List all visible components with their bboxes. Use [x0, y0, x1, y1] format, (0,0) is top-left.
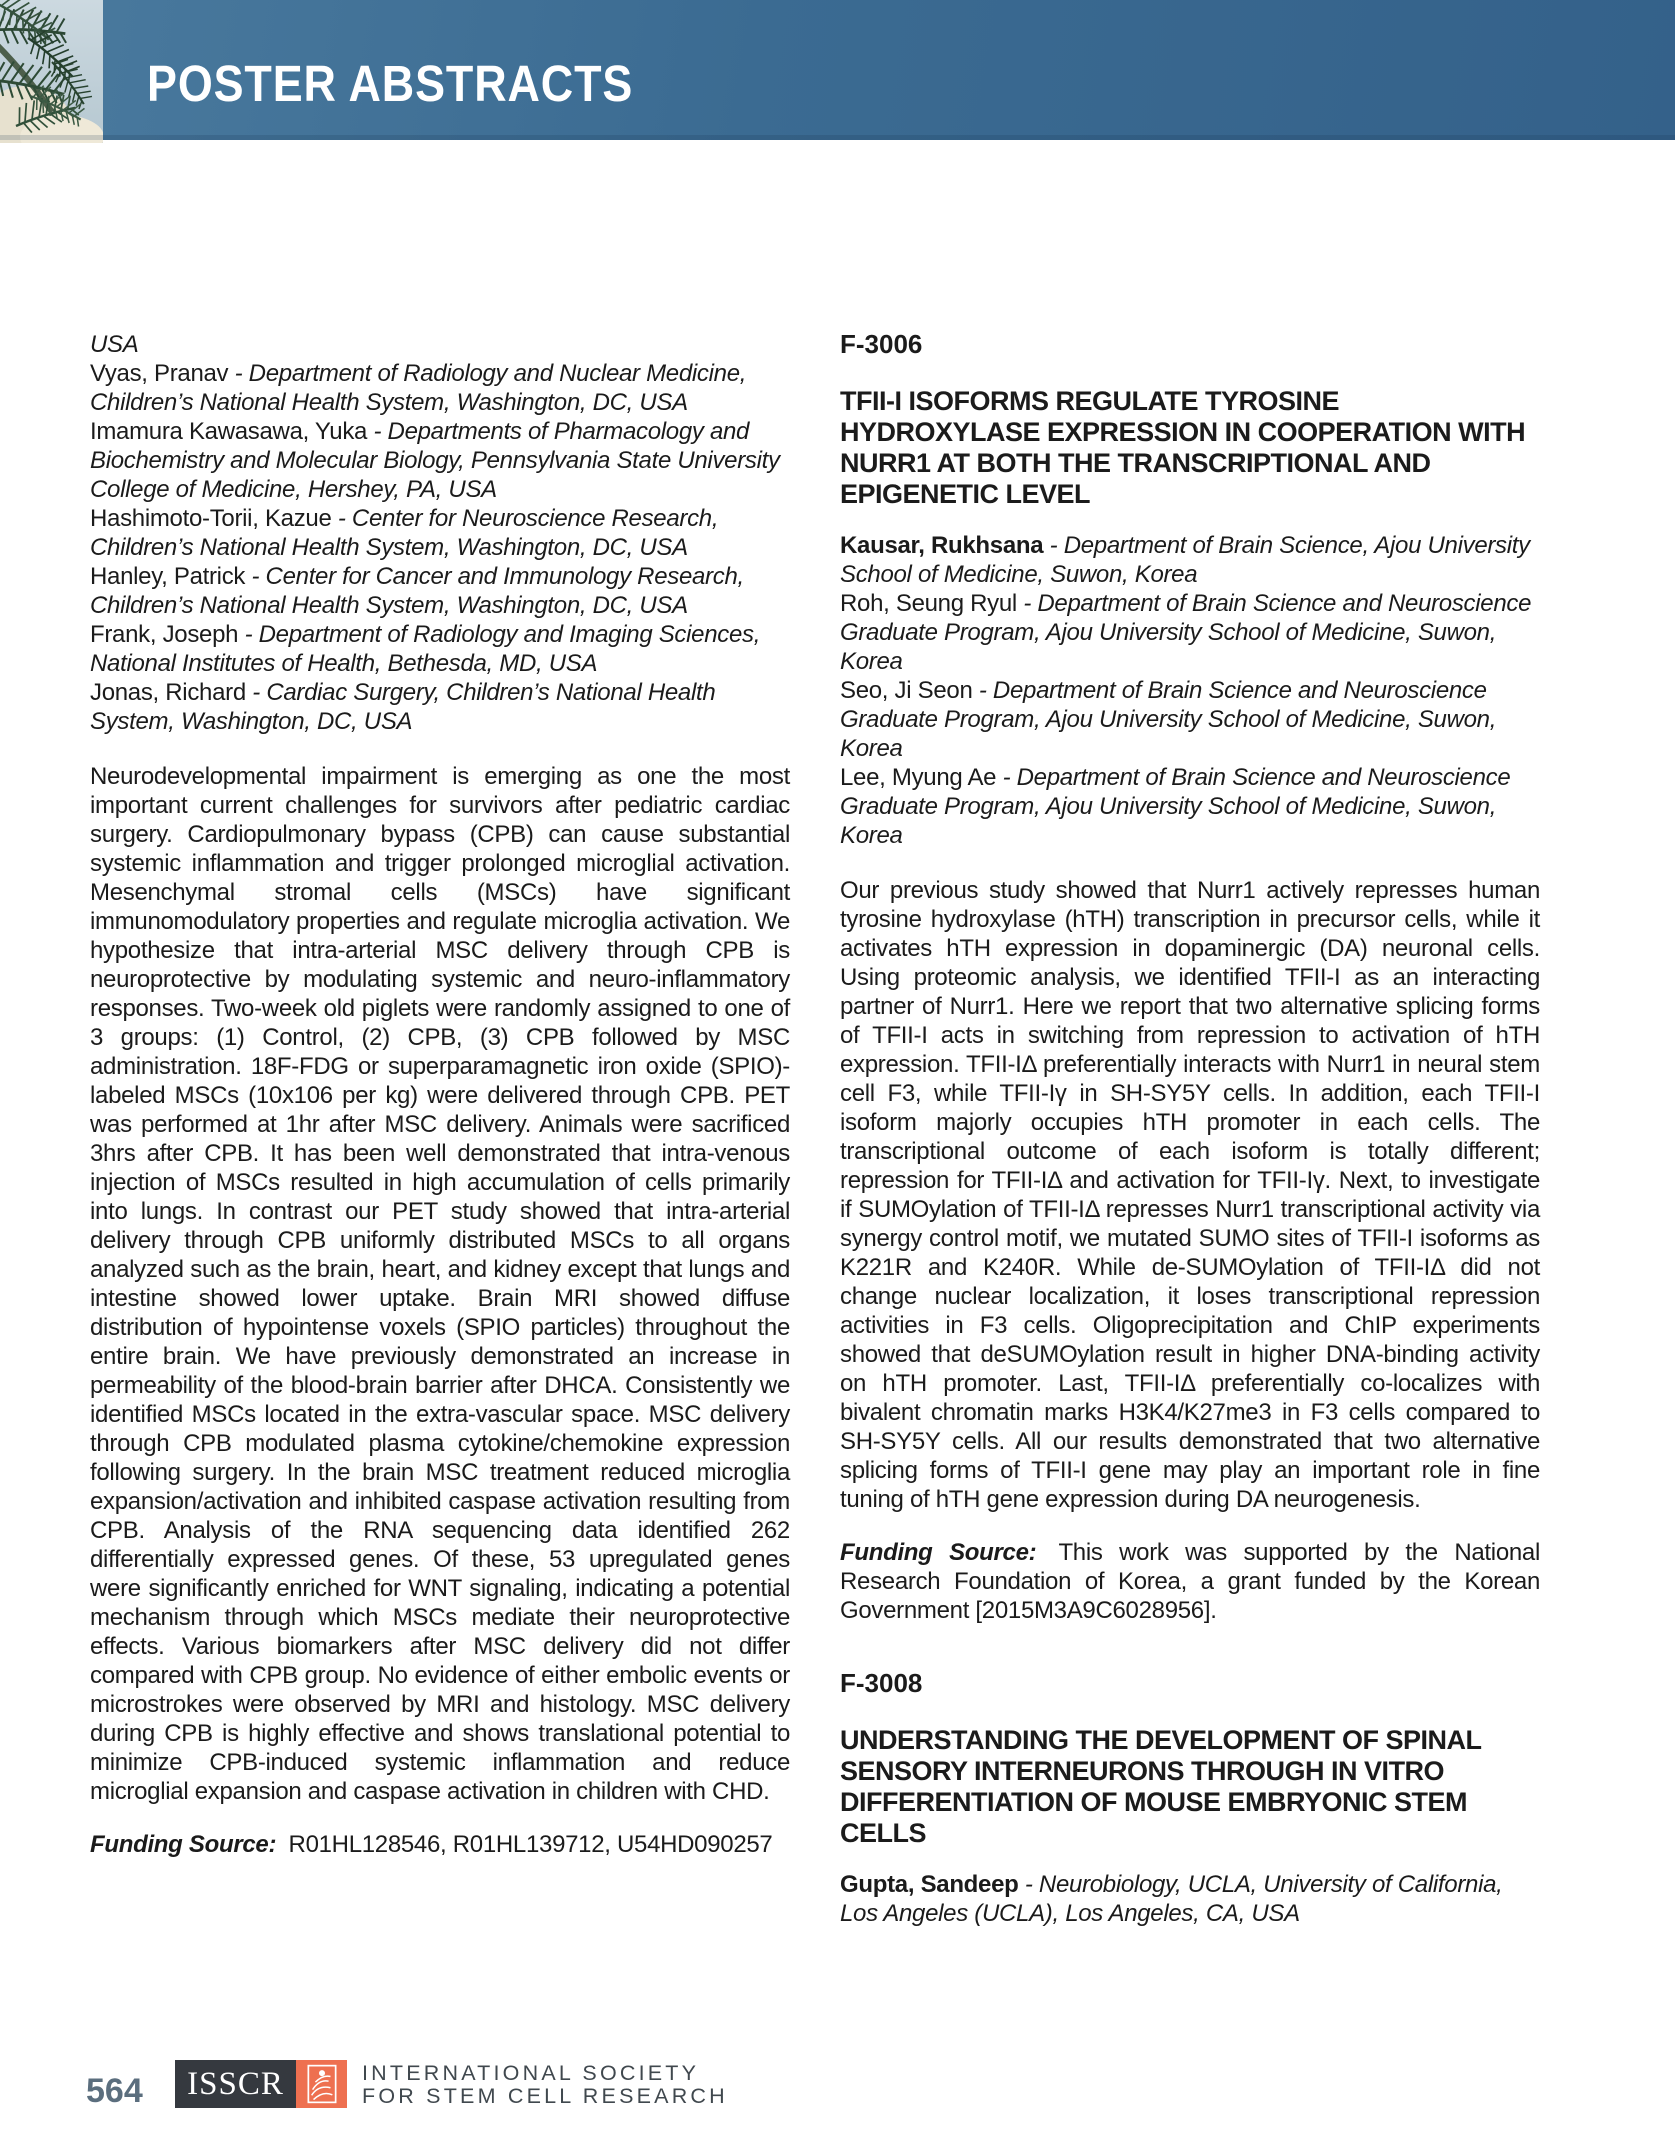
author-name: Jonas, Richard — [90, 679, 246, 706]
author-affiliation: - Department of Brain Science and Neuroscience Graduate Program, Ajou University School of Medicine, Suwon, Korea — [840, 590, 1532, 675]
funding-label: Funding Source: — [90, 1831, 277, 1858]
isscr-logo — [175, 2060, 347, 2108]
author-list — [840, 1870, 1540, 1928]
author-name: Lee, Myung Ae — [840, 764, 997, 791]
author-name: Hanley, Patrick — [90, 563, 246, 590]
author-name: Roh, Seung Ryul — [840, 590, 1017, 617]
abstract-body: Our previous study showed that Nurr1 actively represses human tyrosine hydroxylase (hTH) transcription in precursor cells, while it activates hTH expression in dopaminergic (DA) neuronal cells. Using proteomic analysis, we identified TFII-I as an interacting partner of Nurr1. Here we report that two alternative splicing forms of TFII-I acts in switching from repression to activation of hTH expression. TFII-IΔ preferentially interacts with Nurr1 in neural stem cell F3, while TFII-Iγ in SH-SY5Y cells. In addition, each TFII-I isoform majorly occupies hTH promoter in each cells. The transcriptional outcome of each isoform is totally different; repression for TFII-IΔ and activation for TFII-Iγ. Next, to investigate if SUMOylation of TFII-IΔ represses Nurr1 transcriptional activity via synergy control motif, we mutated SUMO sites of TFII-I isoforms as K221R and K240R. While de-SUMOylation of TFII-IΔ did not change nuclear localization, it loses transcriptional repression activities in F3 cells. Oligoprecipitation and ChIP experiments showed that deSUMOylation result in higher DNA-binding activity on hTH promoter. Last, TFII-IΔ preferentially co-localizes with bivalent chromatin marks H3K4/K27me3 in F3 cells compared to SH-SY5Y cells. All our results demonstrated that two alternative splicing forms of TFII-I gene may play an important role in fine tuning of hTH gene expression during DA neurogenesis. — [840, 877, 1540, 1513]
continued-affiliation: USA — [90, 331, 139, 358]
author-affiliation: - Departments of Pharmacology and Biochemistry and Molecular Biology, Pennsylvania State University College of Medicine, Hershey, PA, USA — [90, 418, 780, 503]
author-entry — [90, 562, 790, 620]
author-entry — [840, 763, 1540, 850]
funding-label: Funding Source: — [840, 1539, 1037, 1566]
organization-line1: INTERNATIONAL SOCIETY — [362, 2061, 700, 2085]
abstract-id: F-3006 — [840, 329, 923, 359]
right-column — [840, 330, 1540, 1954]
author-entry — [840, 1870, 1540, 1928]
author-entry — [840, 676, 1540, 763]
page-title: POSTER ABSTRACTS — [147, 55, 634, 112]
author-name: Kausar, Rukhsana — [840, 532, 1044, 559]
author-affiliation: - Cardiac Surgery, Children’s National Health System, Washington, DC, USA — [90, 679, 716, 735]
author-entry — [90, 417, 790, 504]
funding-text: This work was supported by the National Research Foundation of Korea, a grant funded by the Korean Government [2015M3A9C6028956]. — [840, 1539, 1540, 1624]
author-entry — [90, 620, 790, 678]
funding-source — [840, 1538, 1540, 1625]
author-affiliation: - Department of Brain Science and Neuroscience Graduate Program, Ajou University School of Medicine, Suwon, Korea — [840, 764, 1511, 849]
author-name: Seo, Ji Seon — [840, 677, 973, 704]
author-affiliation: - Department of Brain Science, Ajou University School of Medicine, Suwon, Korea — [840, 532, 1530, 588]
author-name: Frank, Joseph — [90, 621, 239, 648]
organization-name — [362, 2062, 728, 2108]
abstract-body: Neurodevelopmental impairment is emerging as one the most important current challenges for survivors after pediatric cardiac surgery. Cardiopulmonary bypass (CPB) can cause substantial systemic inflammation and trigger prolonged microglial activation. Mesenchymal stromal cells (MSCs) have significant immunomodulatory properties and regulate microglia activation. We hypothesize that intra-arterial MSC delivery through CPB is neuroprotective by modulating systemic and neuro-inflammatory responses. Two-week old piglets were randomly assigned to one of 3 groups: (1) Control, (2) CPB, (3) CPB followed by MSC administration. 18F-FDG or superparamagnetic iron oxide (SPIO)-labeled MSCs (10x106 per kg) were delivered through CPB. PET was performed at 1hr after MSC delivery. Animals were sacrificed 3hrs after CPB. It has been well demonstrated that intra-venous injection of MSCs resulted in high accumulation of cells primarily into lungs. In contrast our PET study showed that intra-arterial delivery through CPB uniformly distributed MSCs to all organs analyzed such as the brain, heart, and kidney except that lungs and intestine showed lower uptake. Brain MRI showed diffuse distribution of hypointense voxels (SPIO particles) throughout the entire brain. We have previously demonstrated an increase in permeability of the blood-brain barrier after DHCA. Consistently we identified MSCs located in the extra-vascular space. MSC delivery through CPB modulated plasma cytokine/chemokine expression following surgery. In the brain MSC treatment reduced microglia expansion/activation and inhibited caspase activation resulting from CPB. Analysis of the RNA sequencing data identified 262 differentially expressed genes. Of these, 53 upregulated genes were significantly enriched for WNT signaling, indicating a potential mechanism through which MSCs mediate their neuroprotective effects. Various biomarkers after MSC delivery did not differ compared with CPB group. No evidence of either embolic events or microstrokes were observed by MRI and histology. MSC delivery during CPB is highly effective and shows translational potential to minimize CPB-induced systemic inflammation and reduce microglial expansion and caspase activation in children with CHD. — [90, 763, 790, 1805]
header-banner — [0, 0, 1675, 140]
abstract-f3006 — [840, 330, 1540, 1625]
author-entry — [840, 531, 1540, 589]
page-number: 564 — [86, 2072, 143, 2110]
author-affiliation: - Department of Brain Science and Neuroscience Graduate Program, Ajou University School of Medicine, Suwon, Korea — [840, 677, 1497, 762]
left-column — [90, 330, 790, 1903]
isscr-emblem-icon — [296, 2060, 347, 2108]
author-list — [90, 330, 790, 736]
author-affiliation: - Neurobiology, UCLA, University of California, Los Angeles (UCLA), Los Angeles, CA, USA — [840, 1871, 1503, 1927]
abstract-title: UNDERSTANDING THE DEVELOPMENT OF SPINAL SENSORY INTERNEURONS THROUGH IN VITRO DIFFERENTIATION OF MOUSE EMBRYONIC STEM CELLS — [840, 1725, 1482, 1848]
author-name: Imamura Kawasawa, Yuka — [90, 418, 368, 445]
author-entry — [90, 504, 790, 562]
author-affiliation: - Center for Cancer and Immunology Research, Children’s National Health System, Washington, DC, USA — [90, 563, 744, 619]
abstract-title: TFII-I ISOFORMS REGULATE TYROSINE HYDROXYLASE EXPRESSION IN COOPERATION WITH NURR1 AT BOTH THE TRANSCRIPTIONAL AND EPIGENETIC LEVEL — [840, 386, 1526, 509]
palm-tree-image — [0, 0, 103, 143]
author-affiliation: - Center for Neuroscience Research, Children’s National Health System, Washington, DC, USA — [90, 505, 719, 561]
author-entry — [90, 678, 790, 736]
author-affiliation: - Department of Radiology and Imaging Sciences, National Institutes of Health, Bethesda, MD, USA — [90, 621, 761, 677]
author-name: Hashimoto-Torii, Kazue — [90, 505, 332, 532]
organization-line2: FOR STEM CELL RESEARCH — [362, 2084, 728, 2108]
author-entry — [840, 589, 1540, 676]
abstract-id: F-3008 — [840, 1668, 923, 1698]
author-name: Vyas, Pranav — [90, 360, 229, 387]
author-name: Gupta, Sandeep — [840, 1871, 1019, 1898]
author-list — [840, 531, 1540, 850]
funding-text: R01HL128546, R01HL139712, U54HD090257 — [288, 1831, 773, 1858]
abstract-f3008 — [840, 1669, 1540, 1928]
author-affiliation: - Department of Radiology and Nuclear Medicine, Children’s National Health System, Washington, DC, USA — [90, 360, 747, 416]
funding-source — [90, 1830, 790, 1859]
isscr-logo-text: ISSCR — [175, 2060, 296, 2108]
author-entry — [90, 359, 790, 417]
